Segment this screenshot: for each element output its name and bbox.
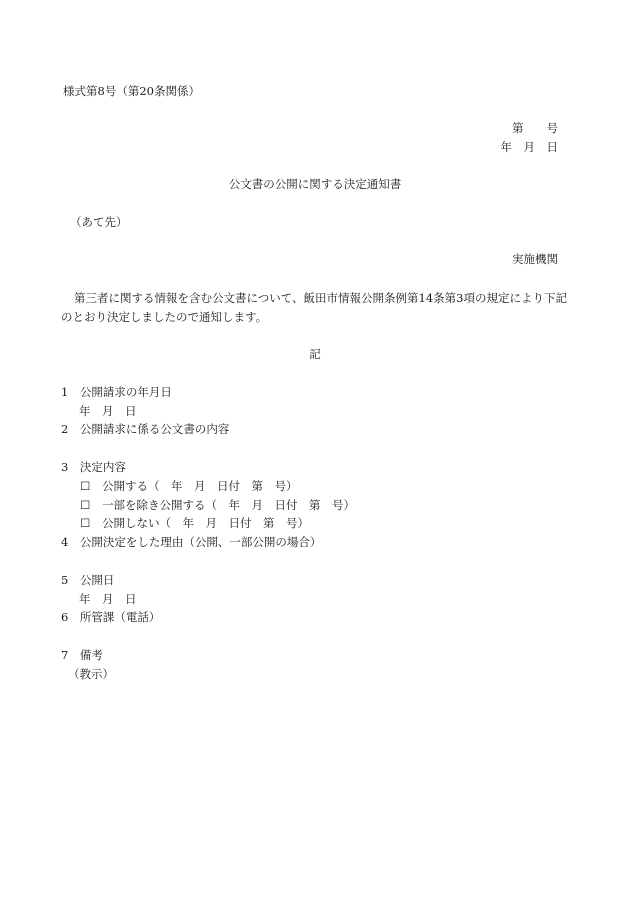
item-2: 2 公開請求に係る公文書の内容 <box>61 422 230 436</box>
page-title: 公文書の公開に関する決定通知書 <box>228 177 402 191</box>
option-disclose-label: 公開する（ 年 月 日付 第 号） <box>102 479 298 493</box>
item-5-date: 年 月 日 <box>79 592 137 606</box>
item-4: 4 公開決定をした理由（公開、一部公開の場合） <box>61 535 322 549</box>
item-5: 5 公開日 <box>61 573 115 587</box>
checkbox-icon[interactable]: ☐ <box>80 516 91 530</box>
kyouji: （教示） <box>68 667 114 681</box>
addressee: （あて先） <box>70 215 128 229</box>
document-date: 年 月 日 <box>500 140 558 154</box>
form-id: 様式第8号（第20条関係） <box>63 84 200 98</box>
checkbox-icon[interactable]: ☐ <box>80 498 91 512</box>
option-partial-disclose[interactable] <box>80 500 355 512</box>
option-disclose[interactable] <box>80 481 298 493</box>
checkbox-icon[interactable]: ☐ <box>80 479 91 493</box>
item-6: 6 所管課（電話） <box>61 610 161 624</box>
option-not-label: 公開しない（ 年 月 日付 第 号） <box>102 516 309 530</box>
item-1: 1 公開請求の年月日 <box>61 385 172 399</box>
ki-heading: 記 <box>309 347 321 361</box>
document-number: 第 号 <box>512 121 558 135</box>
body-line-2: のとおり決定しましたので通知します。 <box>61 310 268 324</box>
item-1-date: 年 月 日 <box>79 404 137 418</box>
option-not-disclose[interactable] <box>80 518 309 530</box>
item-3: 3 決定内容 <box>61 460 126 474</box>
body-line-1: 第三者に関する情報を含む公文書について、飯田市情報公開条例第14条第3項の規定により下記 <box>74 291 567 305</box>
option-partial-label: 一部を除き公開する（ 年 月 日付 第 号） <box>102 498 355 512</box>
issuer: 実施機関 <box>512 252 558 266</box>
item-7: 7 備考 <box>61 648 103 662</box>
